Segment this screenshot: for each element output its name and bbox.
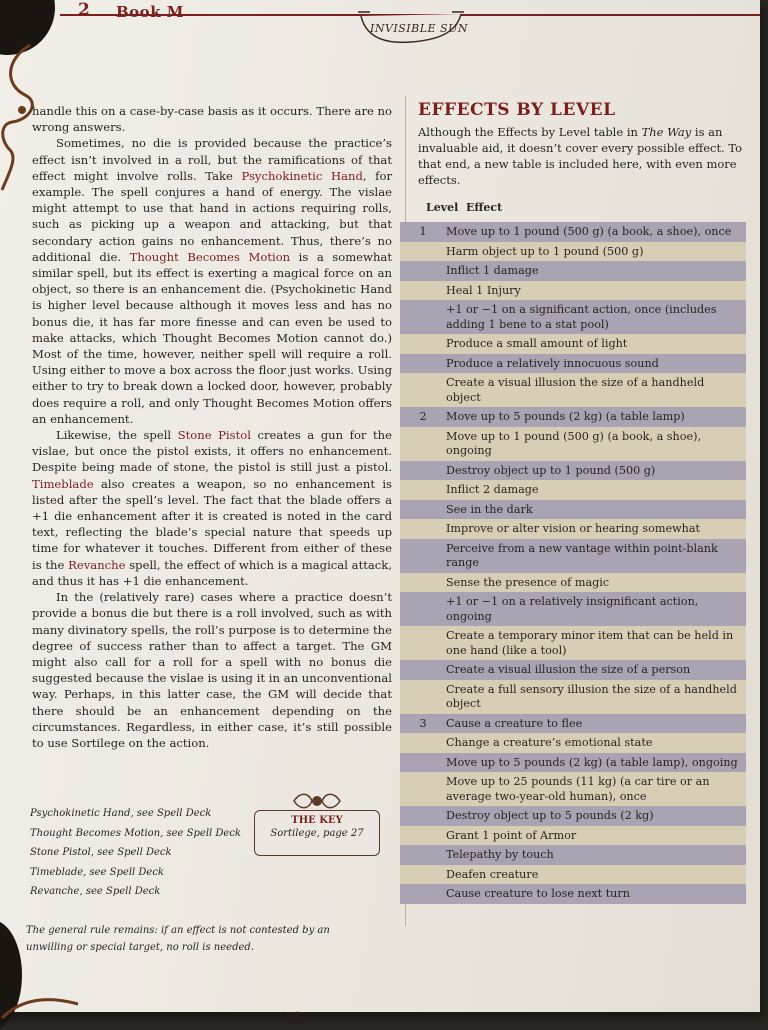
- effect-cell: Produce a small amount of light: [446, 337, 628, 350]
- level-cell: [400, 756, 446, 771]
- effect-cell: +1 or −1 on a relatively insignificant action, ongoing: [446, 595, 699, 623]
- effect-cell: Move up to 5 pounds (2 kg) (a table lamp): [446, 410, 685, 423]
- paragraph-text: spell, the effect of which is a magical attack, and thus it has +1 die enhancement.: [32, 557, 393, 588]
- level-cell: [400, 629, 446, 658]
- level-cell: [400, 848, 446, 863]
- effect-cell: See in the dark: [446, 502, 533, 516]
- table-row: [400, 461, 746, 481]
- effect-cell: Destroy object up to 1 pound (500 g): [446, 463, 656, 477]
- book-label: Book M: [116, 3, 184, 21]
- bottom-swirl-ornament: [0, 990, 80, 1020]
- effect-cell: Cause creature to lose next turn: [446, 887, 630, 900]
- intro-book-title: The Way: [641, 125, 692, 139]
- table-row: [400, 334, 746, 354]
- spell-name: Psychokinetic Hand: [241, 168, 363, 183]
- level-cell: [400, 503, 446, 518]
- effect-cell: Heal 1 Injury: [446, 283, 521, 297]
- effects-section: [418, 100, 748, 188]
- intro-text: Although the Effects by Level table in: [418, 125, 642, 139]
- effect-column-header: Effect: [466, 201, 503, 214]
- table-row: [400, 373, 746, 407]
- table-row: [400, 242, 746, 262]
- margin-footnote: The general rule remains: if an effect is not contested by an unwilling or special target, no roll is needed.: [26, 925, 330, 953]
- level-cell: [400, 736, 446, 751]
- level-cell: [400, 809, 446, 824]
- table-row: [400, 500, 746, 520]
- table-row: [400, 573, 746, 593]
- table-row: [400, 261, 746, 281]
- level-cell: [400, 595, 446, 624]
- spell-name: Timeblade: [32, 476, 94, 491]
- intro-text-end: is an invaluable aid, it doesn’t cover every possible effect. To that end, a new table is included here, with even more effects.: [418, 125, 743, 187]
- effect-cell: Deafen creature: [446, 867, 539, 881]
- ref-item: Timeblade, see Spell Deck: [30, 866, 164, 878]
- ref-item: Psychokinetic Hand, see Spell Deck: [30, 808, 212, 819]
- table-row: [400, 753, 746, 773]
- effect-cell: Create a visual illusion the size of a person: [446, 663, 691, 676]
- level-cell: [400, 542, 446, 571]
- effect-cell: Cause a creature to flee: [446, 716, 583, 730]
- effect-cell: Harm object up to 1 pound (500 g): [446, 244, 644, 258]
- effect-cell: Move up to 1 pound (500 g) (a book, a shoe), once: [446, 225, 732, 238]
- key-title: THE KEY: [291, 815, 343, 826]
- table-row: [400, 660, 746, 680]
- level-cell: [400, 464, 446, 479]
- book-number: 2: [78, 0, 90, 20]
- level-cell: [400, 483, 446, 498]
- table-row: [400, 427, 746, 461]
- level-cell: [400, 357, 446, 372]
- table-row: [400, 845, 746, 865]
- table-row: [400, 714, 746, 734]
- table-row: [400, 733, 746, 753]
- table-row: [400, 519, 746, 539]
- body-paragraph: [32, 589, 392, 751]
- effect-cell: Improve or alter vision or hearing somewhat: [446, 522, 701, 535]
- table-row: [400, 680, 746, 714]
- level-cell: [400, 264, 446, 279]
- paragraph-text: Sometimes, no die is provided because the practice’s effect isn’t involved in a roll, but the ramifications of that effect might involve rolls. Take: [32, 136, 392, 183]
- section-title: EFFECTS BY LEVEL: [418, 100, 616, 120]
- level-cell: [400, 868, 446, 883]
- effect-cell: Create a full sensory illusion the size of a handheld object: [446, 682, 737, 710]
- effect-cell: Perceive from a new vantage within point-blank range: [446, 541, 718, 569]
- table-row: [400, 884, 746, 904]
- level-cell: [400, 887, 446, 902]
- spell-name: Stone Pistol: [177, 428, 251, 443]
- spell-name: Thought Becomes Motion: [129, 249, 291, 264]
- effect-cell: Move up to 25 pounds (11 kg) (a car tire or an average two-year-old human), once: [446, 775, 710, 803]
- effect-cell: Produce a relatively innocuous sound: [446, 356, 659, 370]
- body-text-column: [32, 103, 392, 751]
- level-cell: [400, 337, 446, 352]
- effect-cell: +1 or −1 on a significant action, once (includes adding 1 bene to a stat pool): [446, 303, 717, 331]
- table-row: [400, 865, 746, 885]
- section-intro: [418, 124, 744, 188]
- table-row: [400, 826, 746, 846]
- level-cell: [400, 284, 446, 299]
- key-subtitle: Sortilege, page 27: [270, 828, 364, 839]
- paragraph-text: handle this on a case-by-case basis as it occurs. There are no wrong answers.: [32, 104, 392, 135]
- level-cell: [400, 775, 446, 804]
- level-cell: 2: [419, 410, 427, 423]
- table-row: [400, 281, 746, 301]
- table-row: [400, 626, 746, 660]
- paragraph-text: is a somewhat similar spell, but its effect is exerting a magical force on an object, so there is an enhancement die. (Psychokinetic Hand is higher level because although it moves less and has no bonus die, it has far more finesse and can even be used to make attacks, which Thought Becomes Motion cannot do.) Most of the time, however, neither spell will require a roll. Using either to move a box across the floor just works. Using either to try to break down a locked door, however, probably does require a roll, and only Thought Becomes Motion offers an enhancement.: [32, 249, 393, 426]
- table-row: [400, 354, 746, 374]
- table-row: [400, 806, 746, 826]
- effect-cell: Sense the presence of magic: [446, 575, 610, 589]
- effect-cell: Move up to 1 pound (500 g) (a book, a shoe), ongoing: [446, 429, 702, 457]
- spell-name: Revanche: [68, 557, 126, 572]
- effect-cell: Destroy object up to 5 pounds (2 kg): [446, 809, 654, 822]
- level-cell: 1: [419, 225, 427, 238]
- body-paragraph: [32, 103, 392, 135]
- level-cell: [400, 663, 446, 678]
- page-number: 24: [286, 1010, 300, 1023]
- level-cell: [400, 376, 446, 405]
- level-cell: [400, 576, 446, 591]
- effect-cell: Create a visual illusion the size of a handheld object: [446, 376, 705, 404]
- effect-cell: Inflict 1 damage: [446, 264, 539, 277]
- level-cell: [400, 430, 446, 459]
- effects-table: [400, 222, 746, 904]
- level-cell: [400, 522, 446, 537]
- table-row: [400, 592, 746, 626]
- ref-item: Stone Pistol, see Spell Deck: [30, 847, 172, 858]
- level-cell: [400, 683, 446, 712]
- level-cell: [400, 245, 446, 260]
- table-row: [400, 772, 746, 806]
- paragraph-text: In the (relatively rare) cases where a practice doesn’t provide a bonus die but there is a roll involved, such as with many divinatory spells, the roll’s purpose is to determine the degree of success rather than to affect a target. The GM might also call for a roll for a spell with no bonus die suggested because the vislae is using it in an unconventional way. Perhaps, in this latter case, the GM will decide that there should be an enhancement depending on the circumstances. Regardless, in either case, it’s still possible to use Sortilege on the action.: [32, 590, 392, 750]
- paragraph-text: also creates a weapon, so no enhancement is listed after the spell’s level. The fact that the blade offers a +1 die enhancement after it is created is noted in the card text, reflecting the blade’s special nature that speeds up time for whatever it touches. Different from either of these is the: [32, 476, 392, 572]
- paragraph-text: , for example. The spell conjures a hand of energy. The vislae might attempt to use that hand in actions requiring rolls, such as picking up a weapon and attacking, but that secondary action gains no enhancement. Thus, there’s no additional die.: [32, 168, 392, 264]
- key-ornament-icon: [290, 790, 344, 812]
- ref-item: Thought Becomes Motion, see Spell Deck: [30, 827, 241, 839]
- effect-cell: Telepathy by touch: [446, 848, 554, 861]
- level-cell: [400, 829, 446, 844]
- paragraph-text: creates a gun for the vislae, but once the pistol exists, it offers no enhancement. Despite being made of stone, the pistol is still just a pistol.: [32, 428, 392, 475]
- paragraph-text: Likewise, the spell: [56, 428, 178, 443]
- level-cell: [400, 303, 446, 332]
- the-key-box: [254, 810, 380, 856]
- effect-cell: Inflict 2 damage: [446, 483, 539, 496]
- table-row: [400, 407, 746, 427]
- effect-cell: Grant 1 point of Armor: [446, 828, 577, 842]
- effect-cell: Change a creature’s emotional state: [446, 736, 653, 749]
- table-row: [400, 480, 746, 500]
- effect-cell: Create a temporary minor item that can be held in one hand (like a tool): [446, 629, 734, 657]
- ref-item: Revanche, see Spell Deck: [30, 886, 161, 897]
- body-paragraph: [32, 427, 392, 589]
- effect-cell: Move up to 5 pounds (2 kg) (a table lamp), ongoing: [446, 755, 738, 769]
- spell-references: [30, 804, 250, 902]
- logo-text: INVISIBLE SUN: [370, 22, 468, 35]
- table-row: [400, 222, 746, 242]
- level-column-header: Level: [426, 201, 459, 214]
- level-cell: 3: [419, 716, 427, 730]
- table-row: [400, 539, 746, 573]
- body-paragraph: [32, 135, 392, 427]
- table-row: [400, 300, 746, 334]
